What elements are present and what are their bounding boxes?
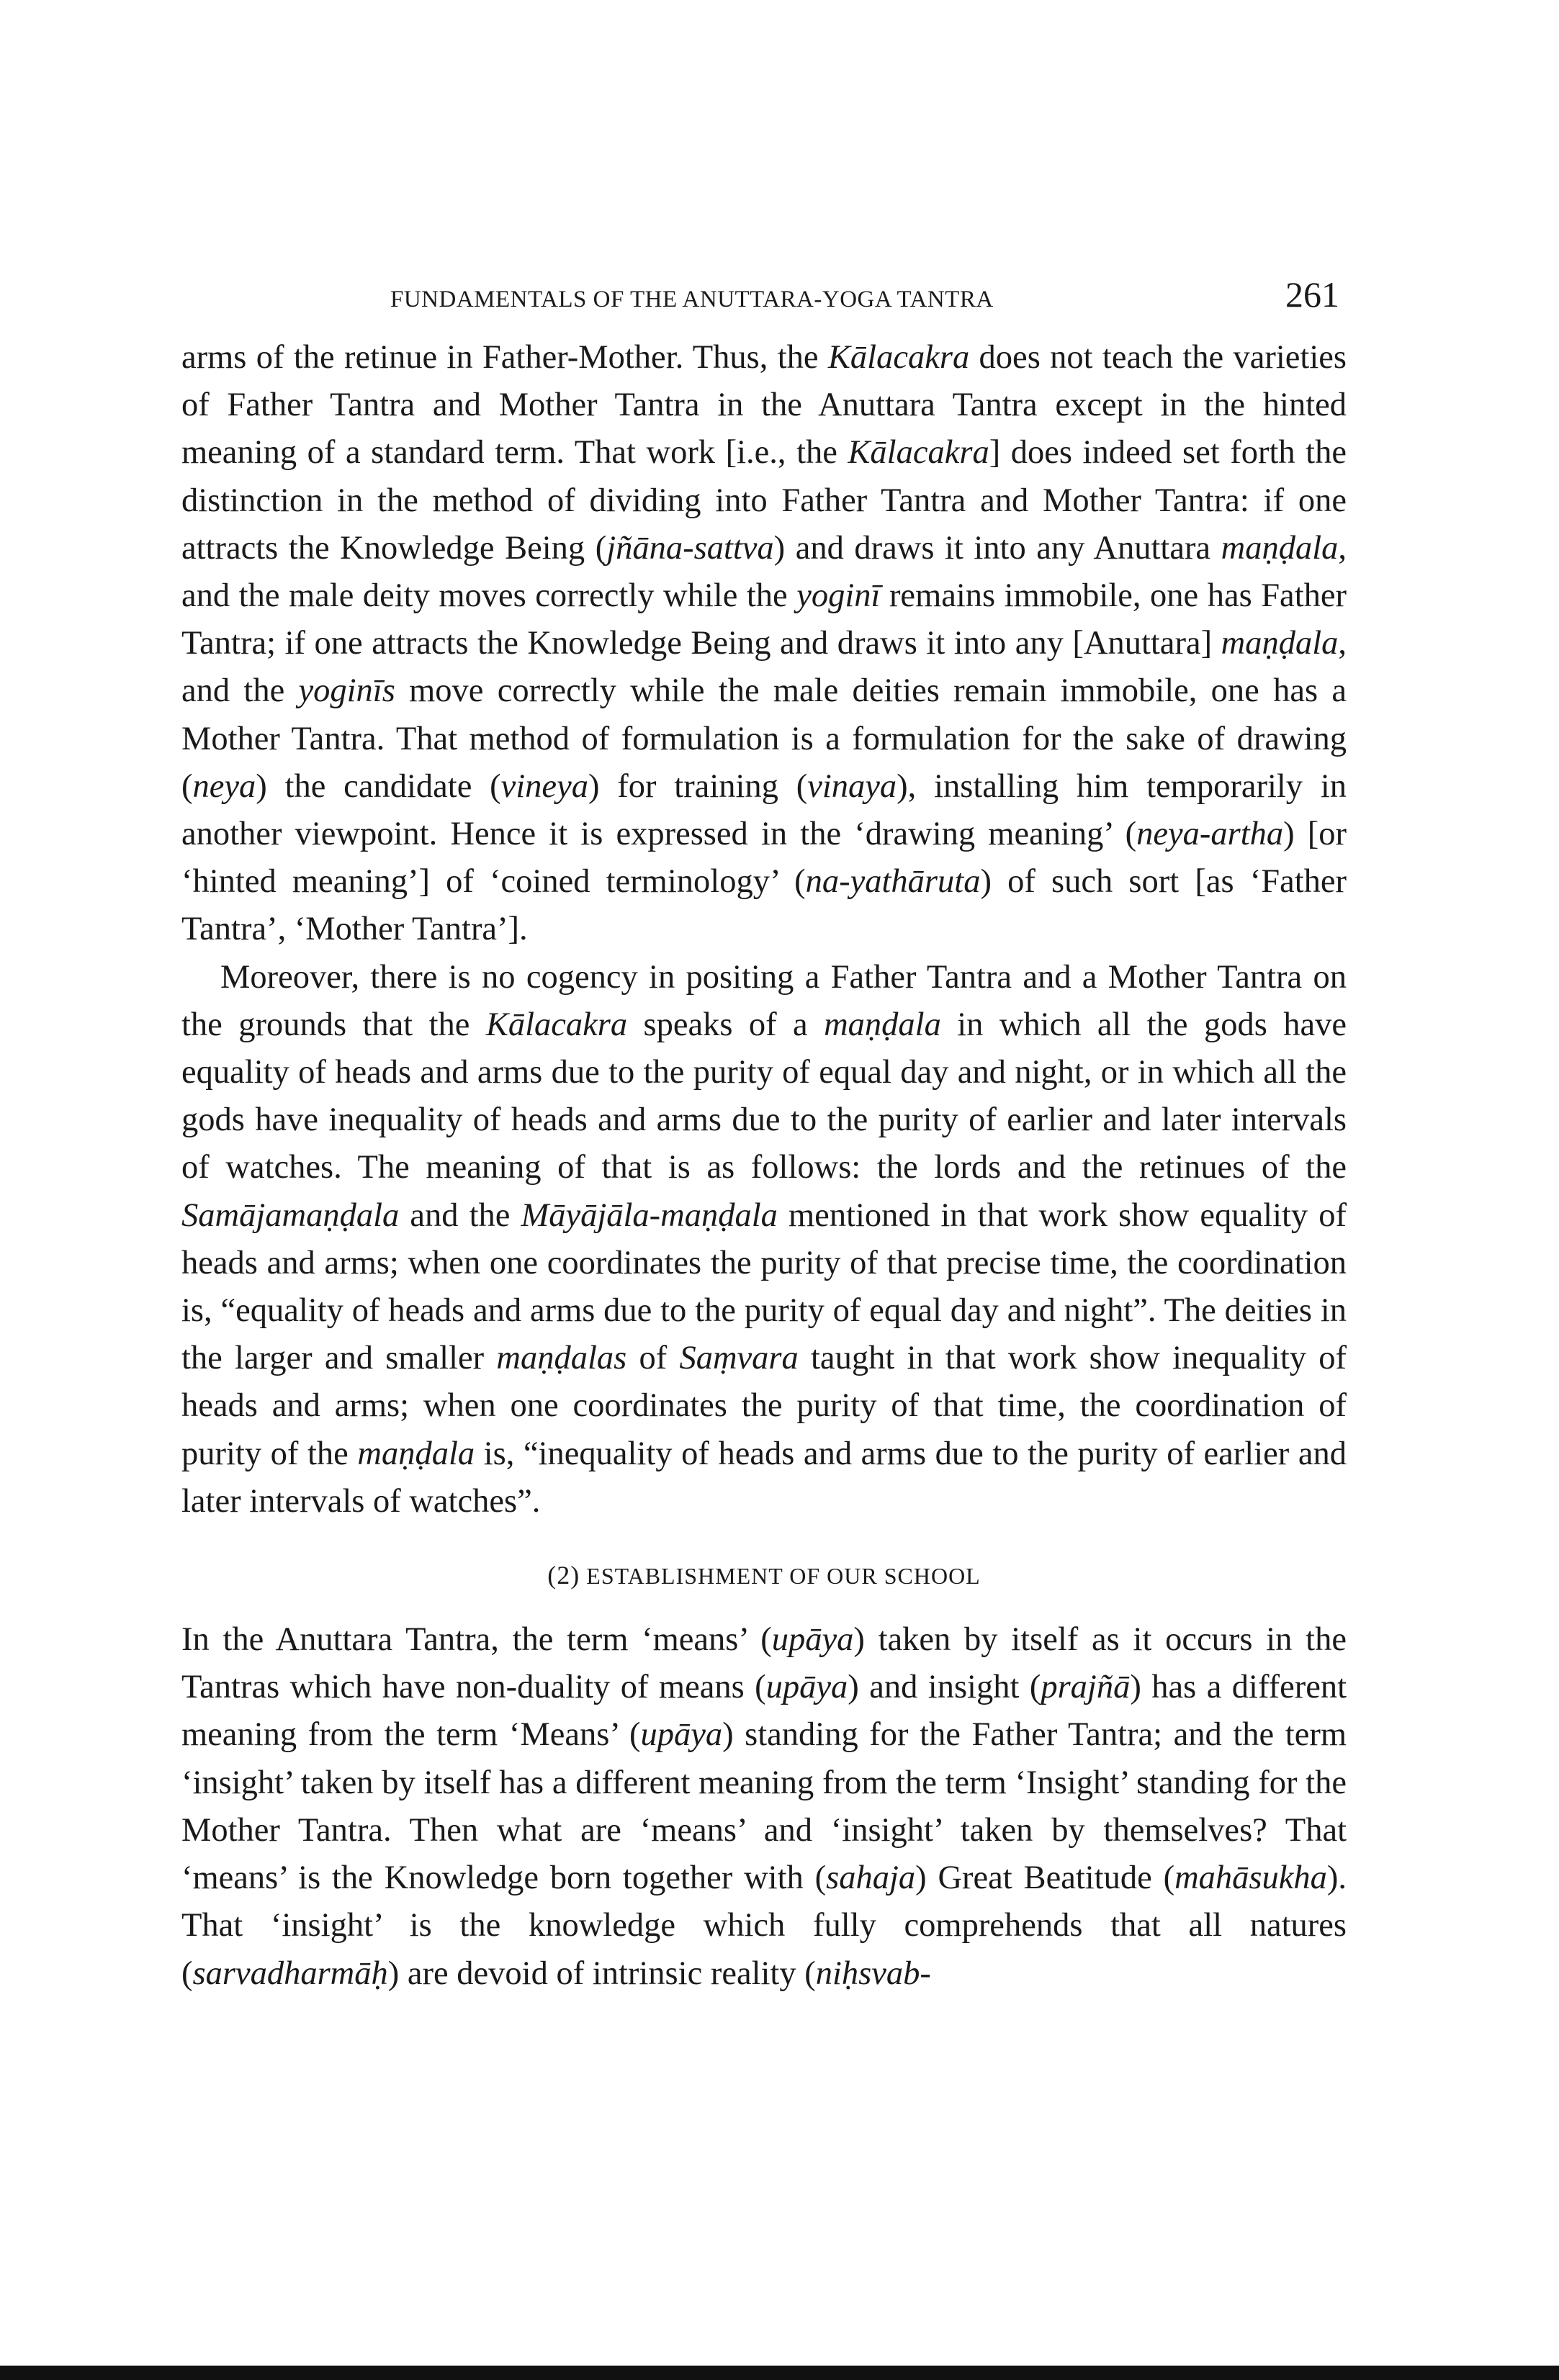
italic-term: Kālacakra	[827, 339, 970, 376]
italic-term: maṇḍala	[824, 1006, 941, 1043]
paragraph	[181, 334, 1347, 954]
italic-term: vineya	[500, 767, 588, 805]
italic-term: Kālacakra	[848, 434, 989, 472]
section-number: (2)	[547, 1561, 580, 1590]
text-run: ) taken by itself as it occurs in the Tantras which have non-duality of means (	[181, 1621, 1347, 1706]
text-run: remains immobile, one has Father Tantra; if one attracts the Knowledge Being and draws it into any [Anuttara]	[181, 577, 1347, 662]
italic-term: Saṃvara	[679, 1340, 799, 1377]
italic-term: na-yathāruta	[805, 863, 981, 901]
text-run: arms of the retinue in Father-Mother. Thus, the	[181, 339, 828, 376]
text-run: ) are devoid of intrinsic reality (	[387, 1955, 816, 1992]
paragraph	[181, 1616, 1347, 1998]
text-run: Moreover, there is no cogency in positing a Father Tantra and a Mother Tantra on the grounds that the	[181, 958, 1347, 1043]
italic-term: Kālacakra	[485, 1006, 628, 1043]
italic-term: maṇḍala	[1221, 529, 1339, 567]
text-run: taught in that work show inequality of heads and arms; when one coordinates the purity of that time, the coordination of purity of the	[181, 1340, 1347, 1472]
italic-term: neya-artha	[1136, 816, 1284, 853]
italic-term: mahāsukha	[1174, 1860, 1327, 1897]
italic-term: upāya	[771, 1621, 854, 1659]
page-number: 261	[1285, 274, 1339, 315]
text-run: ] does indeed set forth the distinction in the method of dividing into Father Tantra and Mother Tantra: if one attracts the Knowledge Being (	[181, 434, 1347, 567]
italic-term: vinaya	[807, 767, 897, 805]
italic-term: Samājamaṇḍala	[181, 1196, 400, 1234]
italic-term: maṇḍala	[1221, 625, 1339, 662]
text-run: ), installing him temporarily in another viewpoint. Hence it is expressed in the ‘drawing meaning’ (	[181, 767, 1347, 853]
italic-term: niḥsvab-	[815, 1955, 931, 1992]
italic-term: neya	[192, 767, 256, 805]
italic-term: prajñā	[1041, 1669, 1131, 1706]
text-run: mentioned in that work show equality of heads and arms; when one coordinates the purity of that precise time, the coordination is, “equality of heads and arms due to the purity of equal day and night”. The deities in the larger and smaller	[181, 1196, 1347, 1377]
text-run: ) has a different meaning from the term ‘Means’ (	[181, 1669, 1347, 1754]
running-title: FUNDAMENTALS OF THE ANUTTARA-YOGA TANTRA	[390, 287, 994, 312]
text-run: , and the male deity moves correctly while the	[181, 529, 1347, 615]
text-run: ) of such sort [as ‘Father Tantra’, ‘Mother Tantra’].	[181, 863, 1347, 948]
text-run: of	[626, 1340, 680, 1377]
italic-term: maṇḍalas	[496, 1340, 627, 1377]
italic-term: upāya	[765, 1669, 848, 1706]
text-run: ) standing for the Father Tantra; and the term ‘insight’ taken by itself has a different meaning from the term ‘Insight’ standing for the Mother Tantra. Then what are ‘means’ and ‘insight’ taken by themselves? That ‘means’ is the Knowledge born together with (	[181, 1716, 1347, 1897]
italic-term: yoginī	[796, 577, 881, 615]
text-run: , and the	[181, 625, 1347, 710]
text-run: ) and insight (	[848, 1669, 1041, 1706]
text-run: is, “inequality of heads and arms due to the purity of earlier and later intervals of watches”.	[181, 1435, 1347, 1520]
text-run: ) Great Beatitude (	[915, 1860, 1175, 1897]
text-run: ) for training (	[588, 767, 808, 805]
running-header	[181, 274, 1347, 324]
text-run: and the	[399, 1196, 521, 1234]
italic-term: jñāna-sattva	[606, 529, 774, 567]
text-run: ) and draws it into any Anuttara	[773, 529, 1221, 567]
section-heading	[181, 1560, 1347, 1590]
text-run: ). That ‘insight’ is the knowledge which fully comprehends that all natures (	[181, 1860, 1347, 1992]
text-run: does not teach the varieties of Father Tantra and Mother Tantra in the Anuttara Tantra except in the hinted meaning of a standard term. That work [i.e., the	[181, 339, 1347, 472]
text-run: in which all the gods have equality of heads and arms due to the purity of equal day and night, or in which all the gods have inequality of heads and arms due to the purity of earlier and later intervals of watches. The meaning of that is as follows: the lords and the retinues of the	[181, 1006, 1347, 1186]
italic-term: maṇḍala	[357, 1435, 475, 1472]
page	[181, 274, 1347, 1998]
text-run: In the Anuttara Tantra, the term ‘means’ (	[181, 1621, 772, 1659]
italic-term: yoginīs	[298, 672, 395, 710]
text-run: ) [or ‘hinted meaning’] of ‘coined terminology’ (	[181, 816, 1347, 901]
italic-term: sarvadharmāḥ	[192, 1955, 388, 1992]
section-title: ESTABLISHMENT OF OUR SCHOOL	[586, 1563, 981, 1590]
text-run: speaks of a	[627, 1006, 825, 1043]
italic-term: sahaja	[826, 1860, 916, 1897]
body-text-after-section	[181, 1616, 1347, 1998]
bottom-scan-border	[0, 2366, 1559, 2380]
text-run: move correctly while the male deities remain immobile, one has a Mother Tantra. That method of formulation is a formulation for the sake of drawing (	[181, 672, 1347, 805]
body-text-before-section	[181, 334, 1347, 1525]
italic-term: Māyājāla-maṇḍala	[521, 1196, 778, 1234]
text-run: ) the candidate (	[256, 767, 501, 805]
italic-term: upāya	[640, 1716, 723, 1754]
paragraph	[181, 954, 1347, 1525]
